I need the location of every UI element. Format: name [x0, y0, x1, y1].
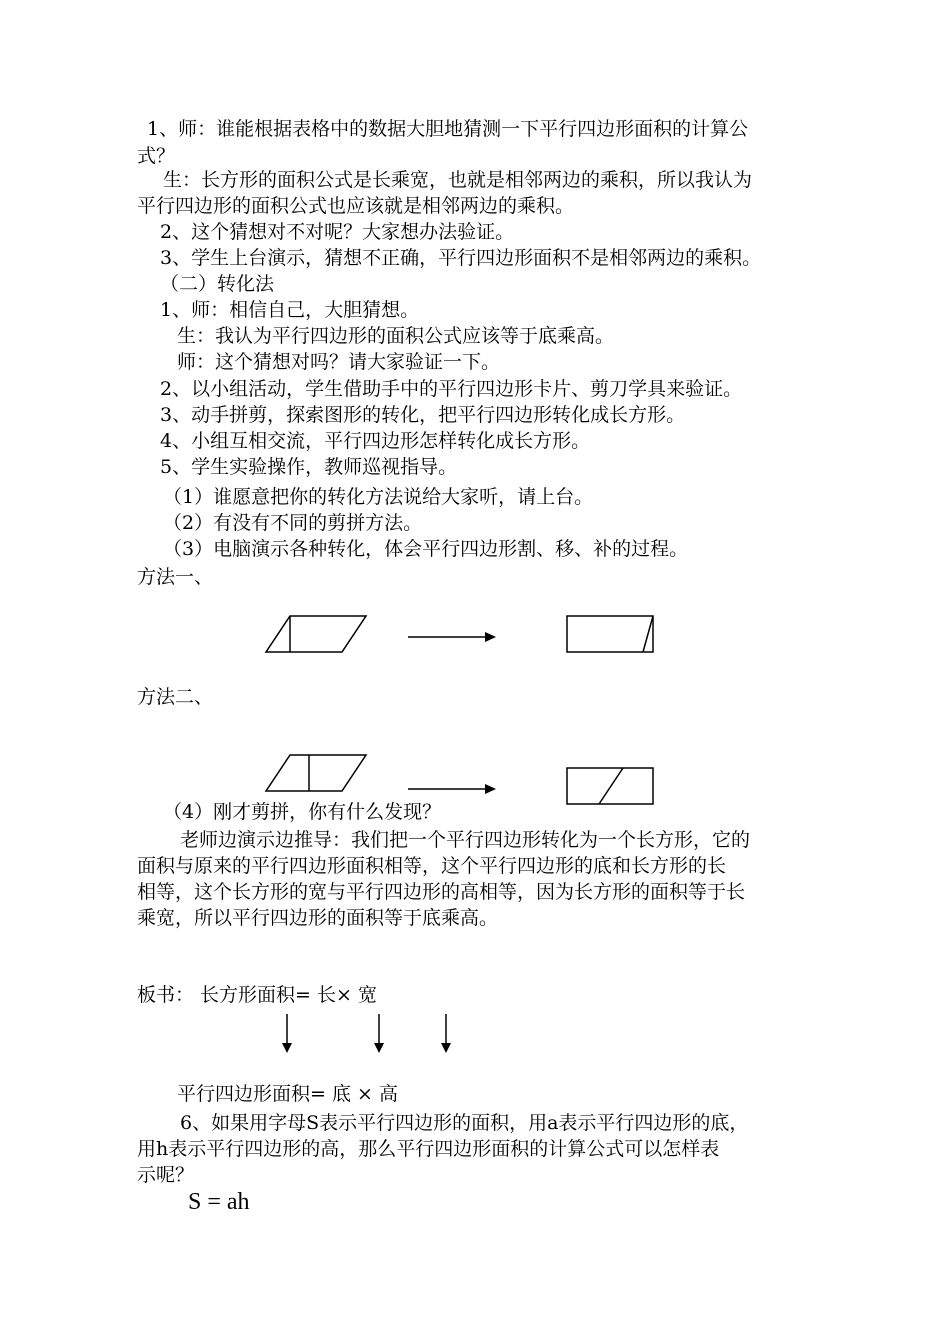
- line-1b: 式？: [137, 145, 176, 167]
- joined-edge-2: [599, 768, 623, 804]
- line-3: 2、这个猜想对不对呢？大家想办法验证。: [160, 221, 515, 243]
- method-2-label: 方法二、: [137, 686, 214, 708]
- method-1-label: 方法一、: [137, 566, 214, 588]
- down-arrowhead-1: [282, 1043, 292, 1053]
- down-arrowhead-3: [441, 1043, 451, 1053]
- line-9: 2、以小组活动，学生借助手中的平行四边形卡片、剪刀学具来验证。: [160, 378, 743, 400]
- rectangle-2: [567, 768, 653, 804]
- line-2b: 平行四边形的面积公式也应该就是相邻两边的乘积。: [137, 195, 575, 217]
- line-12: 5、学生实验操作，教师巡视指导。: [160, 456, 458, 478]
- para-2b: 用h表示平行四边形的高，那么平行四边形面积的计算公式可以怎样表: [137, 1138, 720, 1160]
- line-7: 生：我认为平行四边形的面积公式应该等于底乘高。: [177, 325, 615, 347]
- para-1b: 面积与原来的平行四边形面积相等，这个平行四边形的底和长方形的长: [137, 855, 727, 877]
- line-15: （3）电脑演示各种转化，体会平行四边形割、移、补的过程。: [163, 538, 689, 560]
- parallelogram-2: [266, 755, 366, 791]
- line-13: （1）谁愿意把你的转化方法说给大家听，请上台。: [163, 486, 594, 508]
- line-1a: 1、师：谁能根据表格中的数据大胆地猜测一下平行四边形面积的计算公: [147, 118, 749, 140]
- line-8: 师：这个猜想对吗？请大家验证一下。: [177, 351, 501, 373]
- rectangle-1: [567, 616, 653, 652]
- arrowhead-2: [485, 784, 496, 794]
- para-1a: 老师边演示边推导：我们把一个平行四边形转化为一个长方形，它的: [180, 829, 751, 851]
- line-10: 3、动手拼剪，探索图形的转化，把平行四边形转化成长方形。: [160, 404, 686, 426]
- line-4: 3、学生上台演示，猜想不正确，平行四边形面积不是相邻两边的乘积。: [160, 247, 762, 269]
- area-formula: S = ah: [188, 1189, 250, 1215]
- line-16: （4）刚才剪拼，你有什么发现？: [163, 801, 442, 823]
- arrowhead-1: [485, 632, 496, 642]
- para-2c: 示呢？: [137, 1164, 195, 1186]
- line-6: 1、师：相信自己，大胆猜想。: [160, 299, 420, 321]
- board-title: 板书： 长方形面积= 长× 宽: [137, 984, 377, 1006]
- para-1d: 乘宽，所以平行四边形的面积等于底乘高。: [137, 907, 499, 929]
- down-arrowhead-2: [374, 1043, 384, 1053]
- para-2a: 6、如果用字母S表示平行四边形的面积，用a表示平行四边形的底，: [180, 1112, 749, 1134]
- section-heading: （二）转化法: [160, 273, 275, 295]
- parallelogram-1: [266, 616, 366, 652]
- board-formula: 平行四边形面积= 底 × 高: [177, 1083, 398, 1105]
- line-2a: 生：长方形的面积公式是长乘宽，也就是相邻两边的乘积，所以我认为: [163, 169, 753, 191]
- para-1c: 相等，这个长方形的宽与平行四边形的高相等，因为长方形的面积等于长: [137, 881, 746, 903]
- line-14: （2）有没有不同的剪拼方法。: [163, 512, 423, 534]
- line-11: 4、小组互相交流，平行四边形怎样转化成长方形。: [160, 430, 591, 452]
- moved-piece-edge-1: [643, 616, 653, 652]
